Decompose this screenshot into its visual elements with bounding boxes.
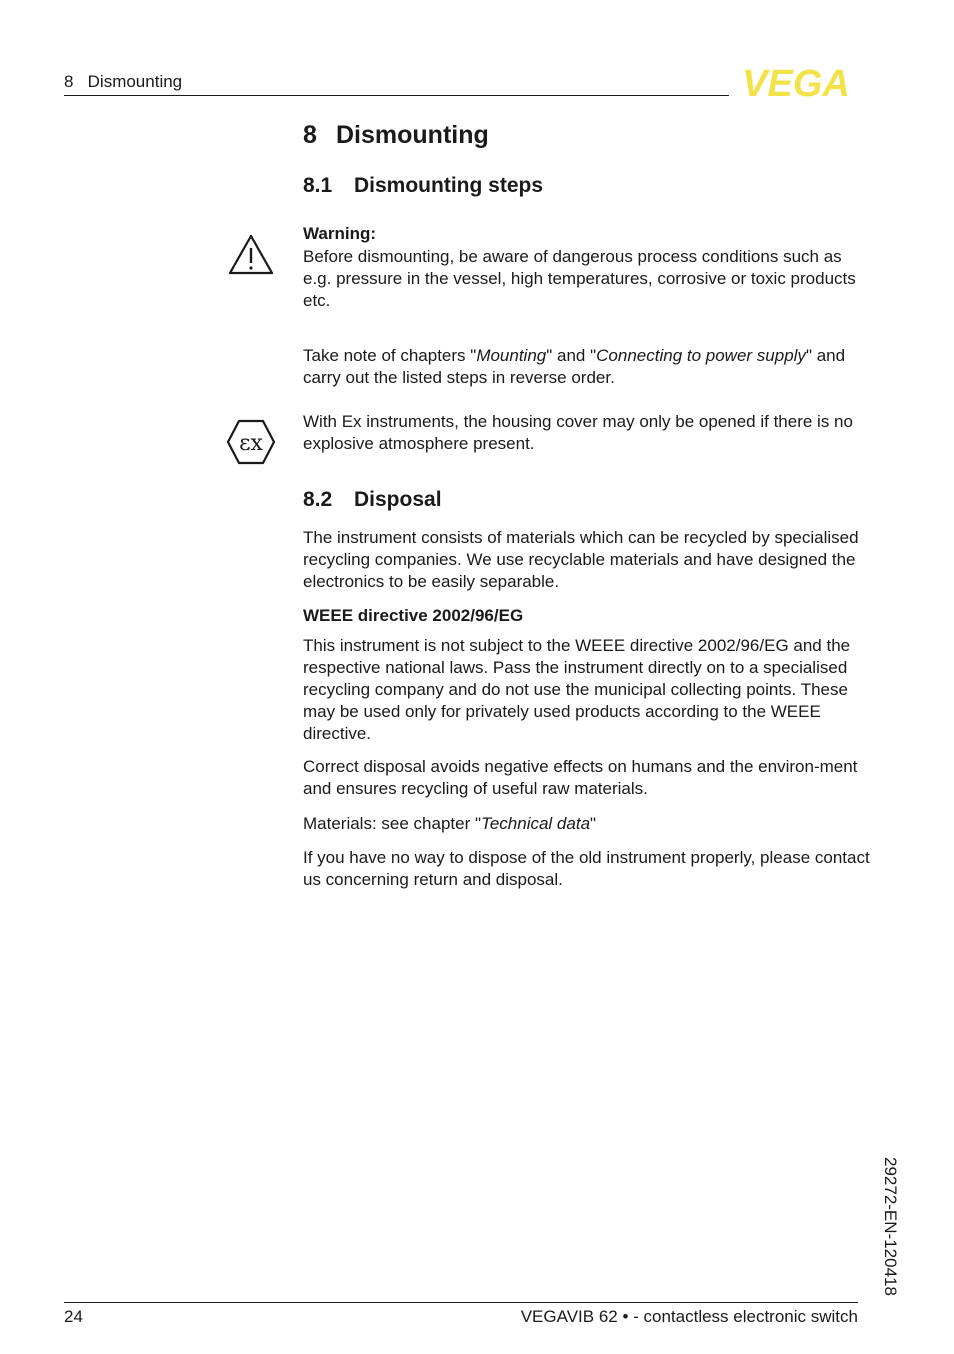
chapter-title-number: 8 [303,121,317,149]
note-italic-connecting: Connecting to power supply [596,346,806,365]
section-number: 8.1 [303,174,333,197]
logo-text: VEGA [742,64,850,100]
header-rule [64,95,729,96]
document-code: 29272-EN-120418 [881,1157,900,1296]
svg-text:εx: εx [239,431,263,456]
page-number: 24 [64,1307,83,1326]
section-number: 8.2 [303,488,333,511]
materials-italic: Technical data [481,814,591,833]
note-text-3: " and carry out the listed steps in reverse order. [303,346,846,387]
section-heading-disposal [303,488,442,512]
ex-instruments-text: With Ex instruments, the housing cover may only be opened if there is no explosive atmosphere present. [303,412,853,453]
note-paragraph [303,345,873,389]
note-text-1: Take note of chapters " [303,346,477,365]
disposal-paragraph-2: This instrument is not subject to the WEEE directive 2002/96/EG and the respective national laws. Pass the instrument directly on to a specialised recycling company and do not use the municipal collecting points. These may be used only for privately used products according to the WEEE directive. [303,636,851,743]
section-heading-dismounting-steps [303,174,543,198]
warning-triangle-icon [228,234,274,276]
note-italic-mounting: Mounting [476,346,547,365]
section-heading-text: Dismounting steps [354,174,544,197]
materials-text-2: " [590,814,597,833]
header-chapter-label: Dismounting [87,72,183,91]
header-chapter-number: 8 [64,72,74,91]
footer-product-title: VEGAVIB 62 • - contactless electronic switch [520,1307,858,1326]
ex-hexagon-icon [226,419,276,465]
warning-label: Warning: [303,224,377,243]
disposal-paragraph-5: If you have no way to dispose of the old instrument properly, please contact us concerning return and disposal. [303,848,870,889]
running-header [64,72,182,92]
disposal-paragraph-1: The instrument consists of materials which can be recycled by specialised recycling companies. We use recyclable materials and have designed the electronics to be easily separable. [303,528,859,591]
disposal-paragraph-3: Correct disposal avoids negative effects on humans and the environ-ment and ensures recycling of useful raw materials. [303,757,858,798]
note-text-2: " and " [546,346,597,365]
chapter-title [303,121,489,150]
section-heading-text: Disposal [354,488,442,511]
chapter-title-text: Dismounting [336,121,489,149]
footer-rule [64,1302,858,1303]
disposal-paragraph-4 [303,813,873,835]
weee-subheading: WEEE directive 2002/96/EG [303,606,524,625]
materials-text-1: Materials: see chapter " [303,814,482,833]
warning-text: Before dismounting, be aware of dangerous process conditions such as e.g. pressure in the vessel, high temperatures, corrosive or toxic products etc. [303,247,856,310]
vega-logo [734,64,858,100]
